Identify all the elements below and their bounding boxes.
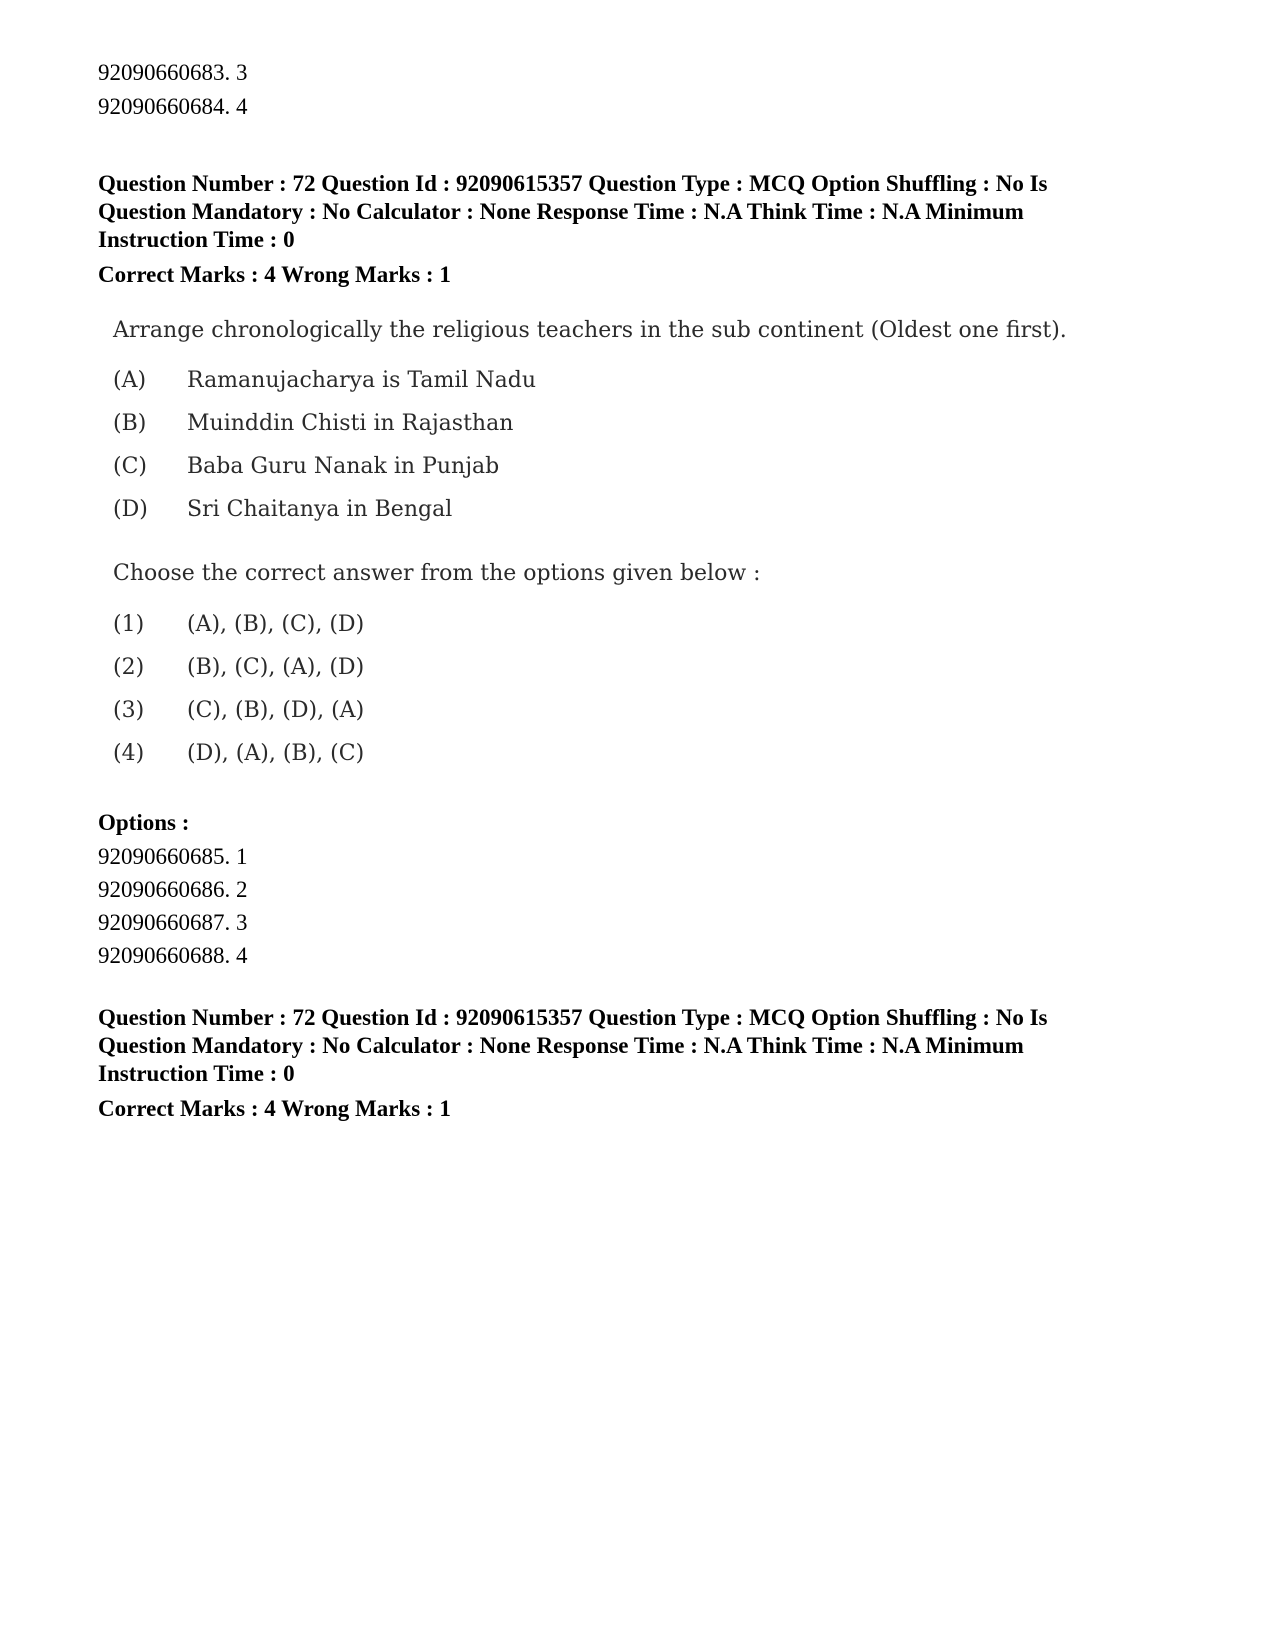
answer-label: (3) — [113, 698, 145, 723]
option-id: 92090660688. 4 — [98, 943, 248, 968]
question-meta-line: Instruction Time : 0 — [98, 1061, 295, 1086]
statement-label: (A) — [113, 368, 147, 393]
statement-text: Sri Chaitanya in Bengal — [187, 497, 453, 522]
answer-text: (D), (A), (B), (C) — [187, 741, 365, 766]
statement-text: Baba Guru Nanak in Punjab — [187, 454, 500, 479]
answer-text: (B), (C), (A), (D) — [187, 655, 365, 680]
statement-label: (C) — [113, 454, 147, 479]
question-meta-line: Question Number : 72 Question Id : 92090615357 Question Type : MCQ Option Shuffling : No Is — [98, 171, 1048, 196]
choose-instruction: Choose the correct answer from the options given below : — [113, 561, 761, 586]
question-stem: Arrange chronologically the religious teachers in the sub continent (Oldest one first). — [113, 318, 1067, 343]
statement-text: Ramanujacharya is Tamil Nadu — [187, 368, 537, 393]
question-meta-line: Question Mandatory : No Calculator : None Response Time : N.A Think Time : N.A Minimum — [98, 199, 1024, 224]
answer-label: (2) — [113, 655, 145, 680]
question-meta — [98, 1004, 1178, 1088]
answer-label: (1) — [113, 612, 145, 637]
question-meta-line: Question Number : 72 Question Id : 92090615357 Question Type : MCQ Option Shuffling : No Is — [98, 1005, 1048, 1030]
options-heading: Options : — [98, 810, 190, 835]
question-meta-line: Instruction Time : 0 — [98, 227, 295, 252]
option-id: 92090660685. 1 — [98, 844, 248, 869]
question-marks: Correct Marks : 4 Wrong Marks : 1 — [98, 262, 451, 287]
option-id: 92090660687. 3 — [98, 910, 248, 935]
answer-text: (A), (B), (C), (D) — [187, 612, 365, 637]
answer-text: (C), (B), (D), (A) — [187, 698, 365, 723]
question-meta — [98, 170, 1178, 254]
question-marks: Correct Marks : 4 Wrong Marks : 1 — [98, 1096, 451, 1121]
statement-label: (B) — [113, 411, 147, 436]
statement-label: (D) — [113, 497, 148, 522]
question-meta-line: Question Mandatory : No Calculator : None Response Time : N.A Think Time : N.A Minimum — [98, 1033, 1024, 1058]
prev-option-4: 92090660684. 4 — [98, 94, 248, 119]
option-id: 92090660686. 2 — [98, 877, 248, 902]
prev-option-3: 92090660683. 3 — [98, 60, 248, 85]
answer-label: (4) — [113, 741, 145, 766]
statement-text: Muinddin Chisti in Rajasthan — [187, 411, 514, 436]
